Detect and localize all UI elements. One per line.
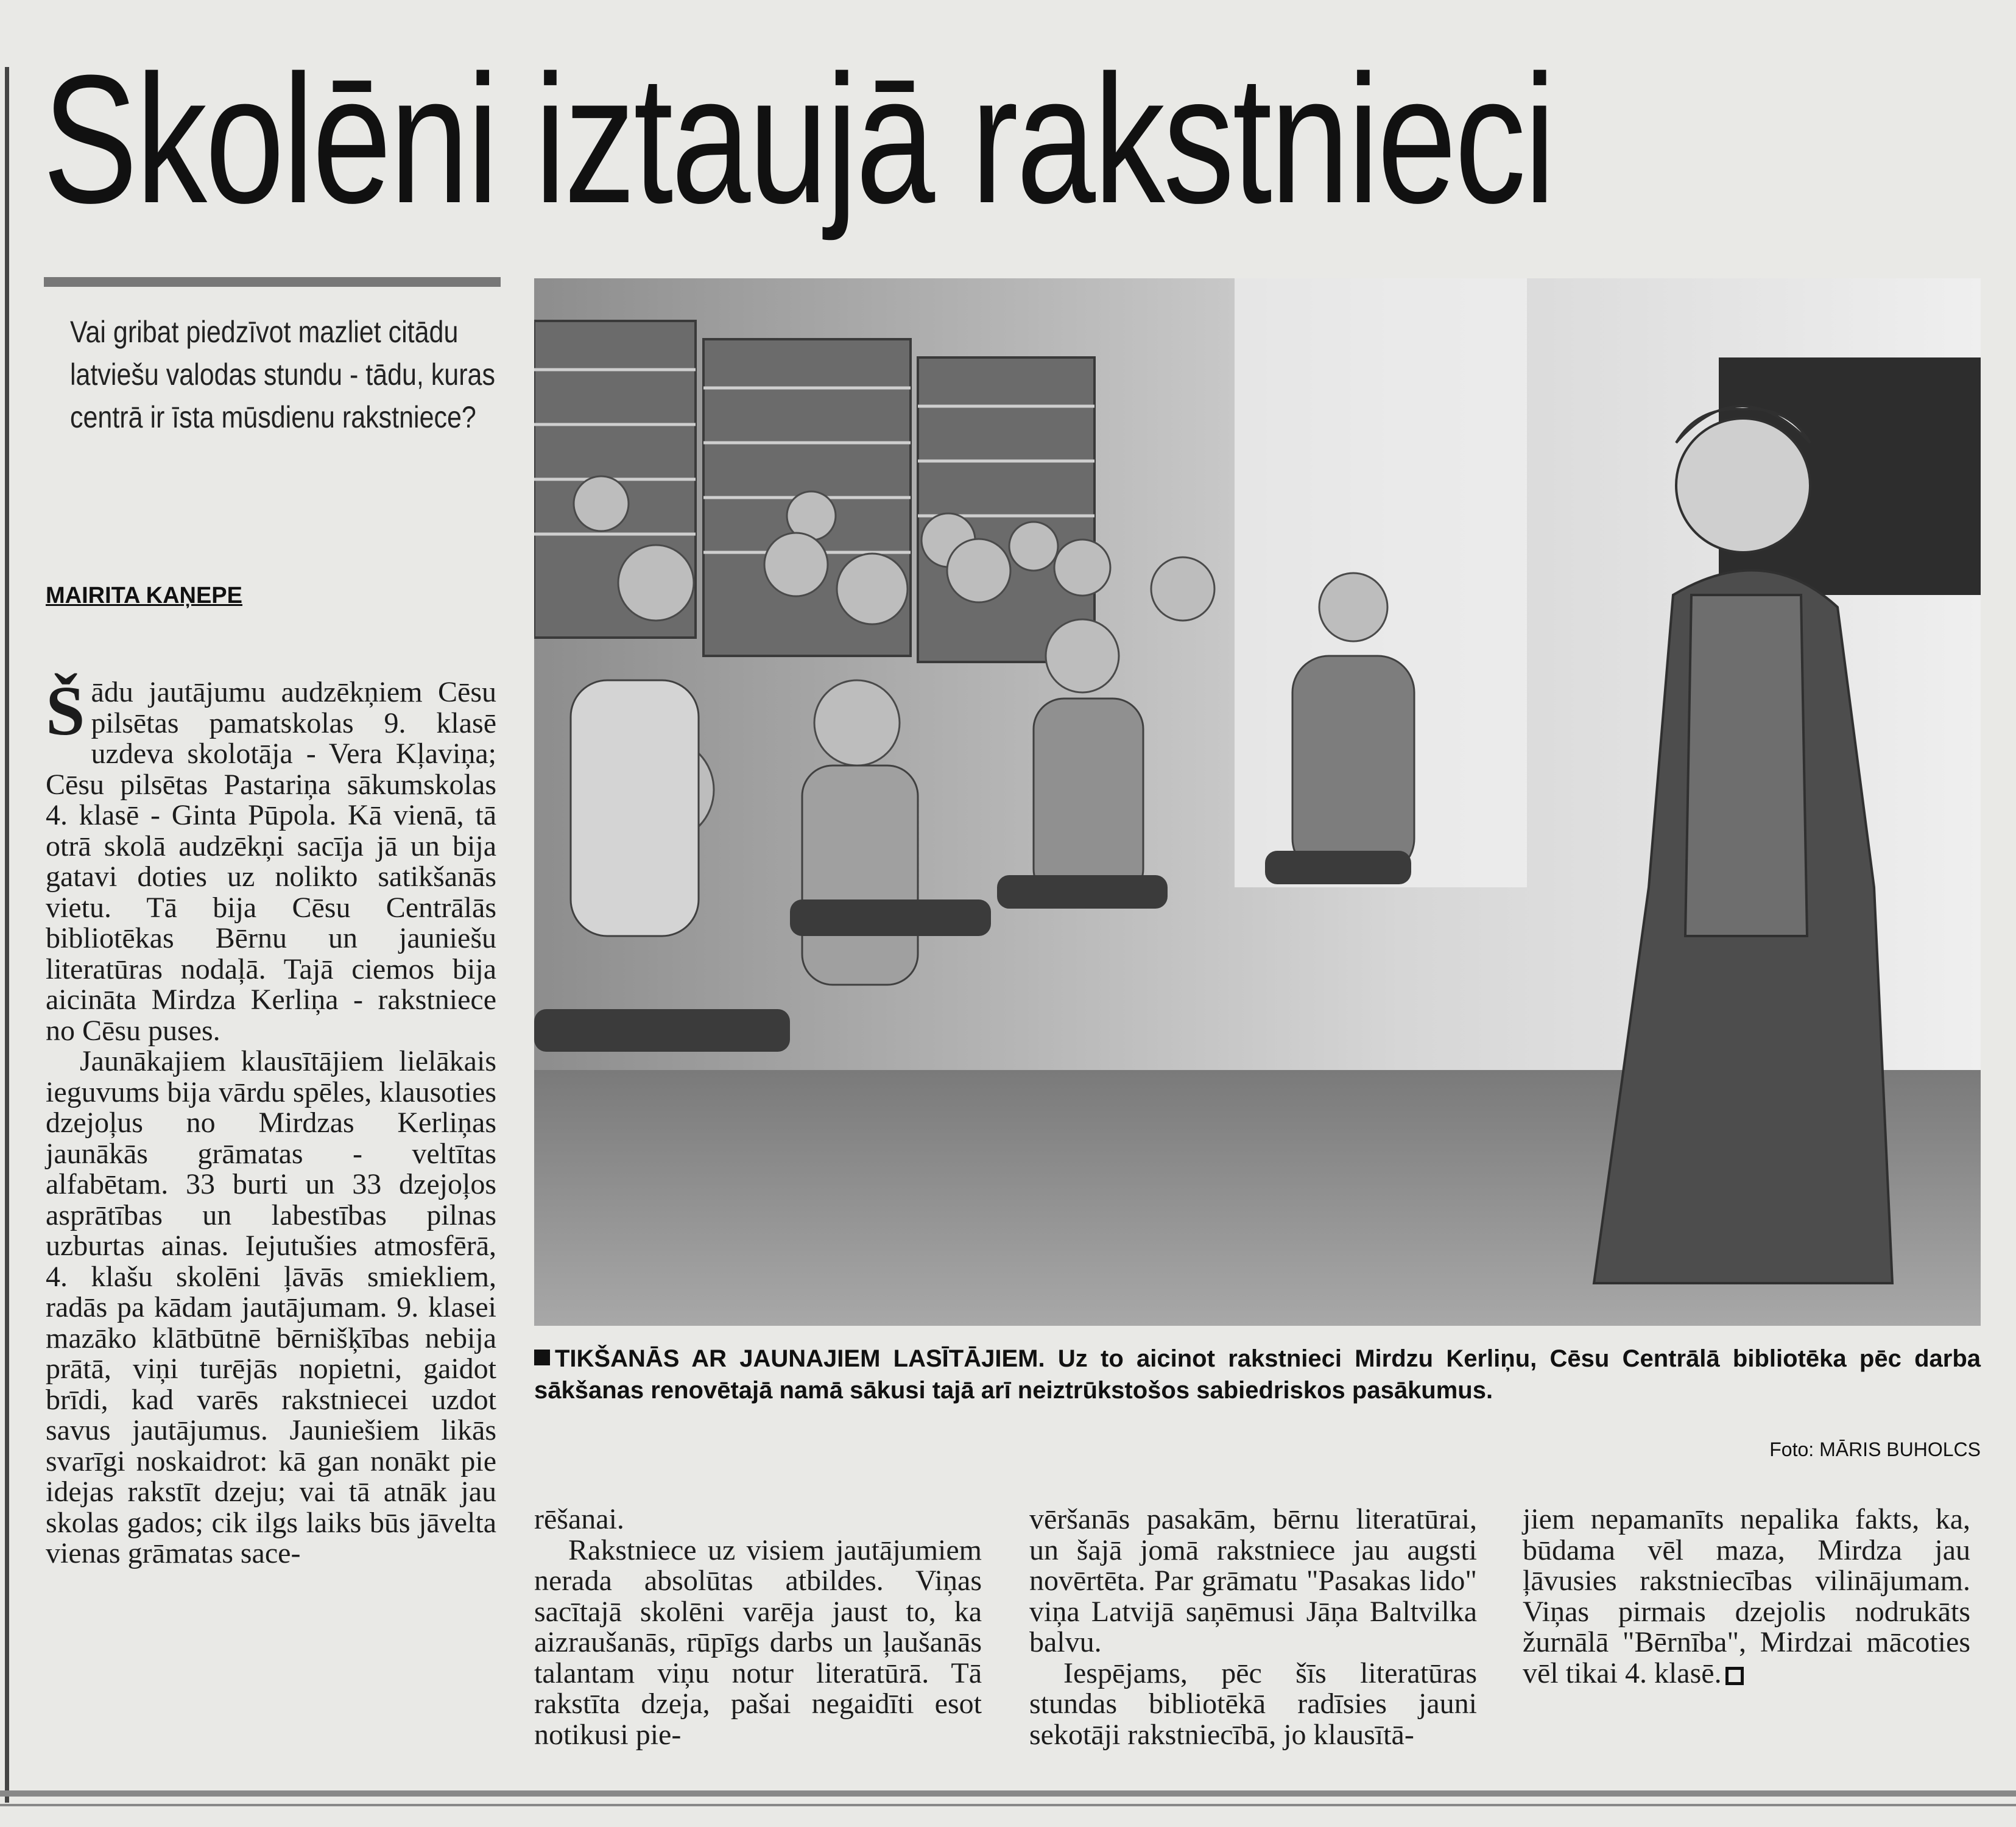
left-column-rule: [5, 67, 9, 1803]
paragraph: rēšanai.: [534, 1503, 624, 1535]
bullet-square-icon: [534, 1350, 550, 1365]
article-column-2: [534, 1504, 982, 1750]
article-column-3: [1029, 1504, 1477, 1750]
headline-rule: [44, 277, 501, 287]
end-mark-icon: [1725, 1667, 1744, 1685]
headline: Skolēni iztaujā rakstnieci: [43, 37, 1554, 241]
lead-paragraph: Vai gribat piedzīvot mazliet citādu latviešu valodas stundu - tādu, kuras centrā ir īsta mūsdienu rakstniece?: [70, 315, 495, 434]
photo-caption: [534, 1343, 1981, 1406]
paragraph: Rakstniece uz visiem jautājumiem nerada absolūtas atbildes. Viņas sacītajā skolēni varēja jaust to, ka aizraušanās, rūpīgs darbs un ļaušanās talantam viņu notur literatūrā. Tā rakstīta dzeja, pašai negaidīti esot notikusi pie-: [534, 1533, 982, 1751]
drop-cap: Š: [46, 672, 85, 750]
byline: MAIRITA KAŅEPE: [46, 583, 242, 608]
paragraph: jiem nepamanīts nepalika fakts, ka, būdama vēl maza, Mirdza jau ļāvusies rakstniecības vilinājumam. Viņas pirmais dzejolis nodrukāts žurnālā "Bērnība", Mirdzai mācoties vēl tikai 4. klasē.: [1523, 1503, 1970, 1689]
caption-kicker: TIKŠANĀS AR JAUNAJIEM LASĪTĀJIEM.: [555, 1345, 1045, 1372]
photo-credit: Foto: MĀRIS BUHOLCS: [1769, 1438, 1981, 1460]
caption-text: Uz to aicinot rakstnieci Mirdzu Kerliņu, Cēsu Centrālā bibliotēka pēc darba sākšanas renovētajā namā sākusi tajā arī neiztrūkstošos sabiedriskos pasākumus.: [534, 1345, 1981, 1404]
bottom-rule-thin: [0, 1804, 2016, 1806]
bottom-rule: [0, 1790, 2016, 1797]
article-photo: [534, 278, 1981, 1326]
paragraph: vēršanās pasakām, bērnu literatūrai, un šajā jomā rakstniece jau augsti novērtēta. Par grāmatu "Pasakas lido" viņa Latvijā saņēmusi Jāņa Baltvilka balvu.: [1029, 1503, 1477, 1658]
paragraph: ādu jautājumu audzēkņiem Cēsu pilsētas pamatskolas 9. klasē uzdeva skolotāja - Vera Kļaviņa; Cēsu pilsētas Pastariņa sākumskolas 4. klasē - Ginta Pūpola. Kā vienā, tā otrā skolā audzēkņi sacīja jā un bija gatavi doties uz nolikto satikšanās vietu. Tā bija Cēsu Centrālās bibliotēkas Bērnu un jauniešu literatūras nodaļā. Tajā ciemos bija aicināta Mirdza Kerliņa - rakstniece no Cēsu puses.: [46, 676, 496, 1047]
paragraph: Jaunākajiem klausītājiem lielākais ieguvums bija vārdu spēles, klausoties dzejoļus no Mirdzas Kerliņas jaunākās grāmatas - veltītas alfabētam. 33 burti un 33 dzejoļos asprātības un labestības pilnas uzburtas ainas. Iejutušies atmosfērā, 4. klašu skolēni ļāvās smiekliem, radās pa kādam jautājumam. 9. klasei mazāko klātbūtnē bērnišķības nebija prātā, viņi turējās nopietni, gaidot brīdi, kad varēs rakstniecei uzdot savus jautājumus. Jauniešiem likās svarīgi noskaidrot: kā gan nonākt pie idejas rakstīt dzeju; vai tā atnāk jau skolas gados; cik ilgs laiks būs jāvelta vienas grāmatas sace-: [46, 1045, 496, 1569]
article-column-1: [46, 672, 496, 1569]
article-column-4: [1523, 1504, 1970, 1689]
paragraph: Iespējams, pēc šīs literatūras stundas bibliotēkā radīsies jauni sekotāji rakstniecībā, jo klausītā-: [1029, 1656, 1477, 1751]
